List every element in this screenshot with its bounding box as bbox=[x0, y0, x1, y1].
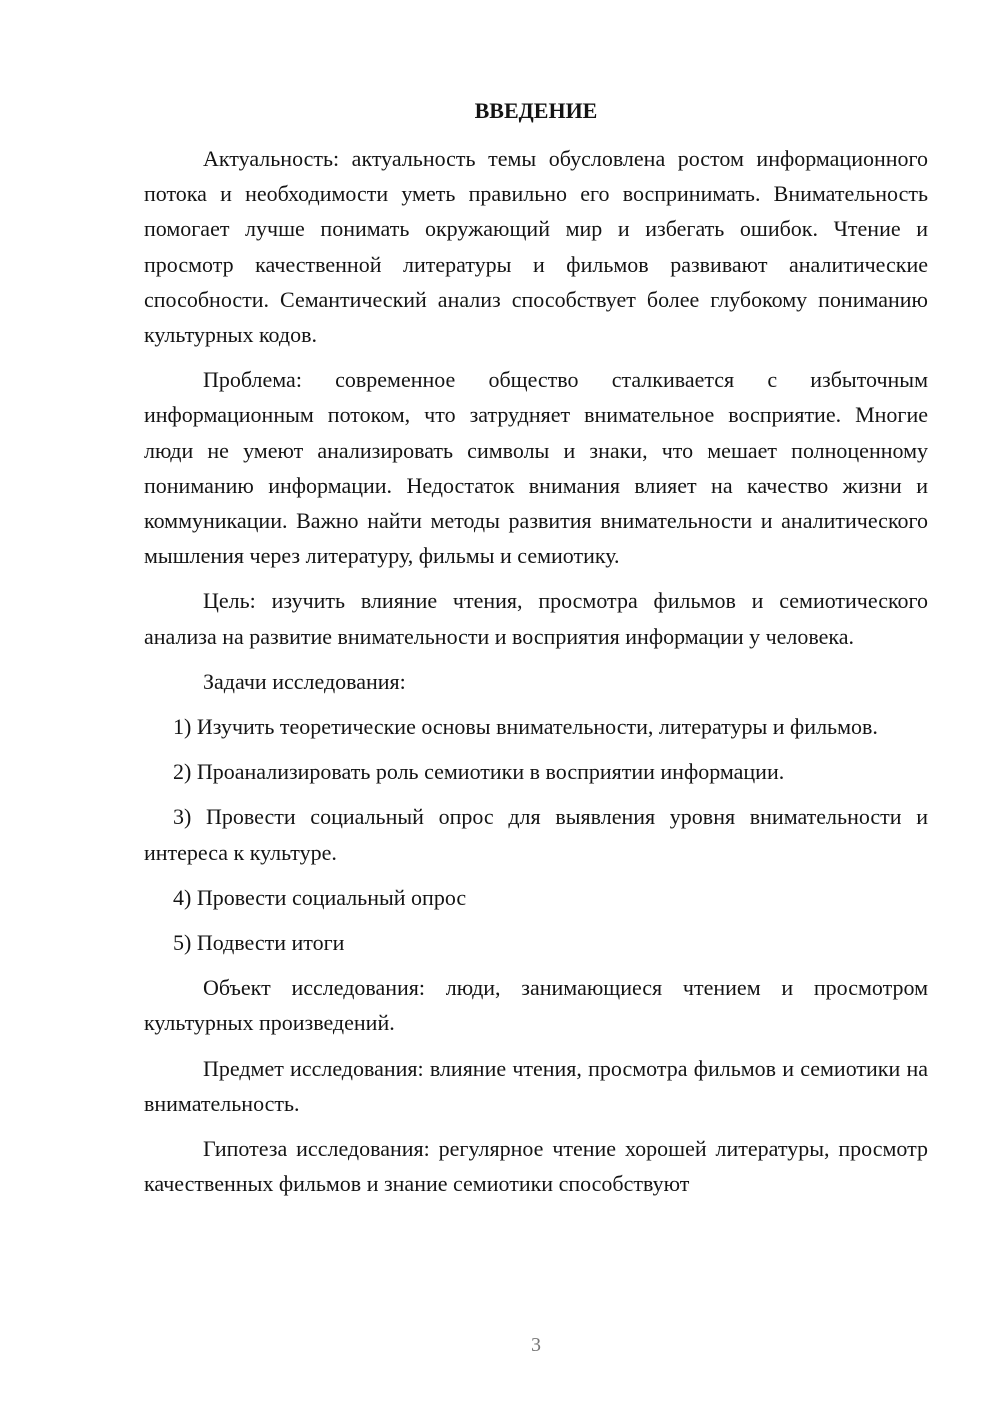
object-paragraph: Объект исследования: люди, занимающиеся чтением и просмотром культурных произведений. bbox=[144, 975, 928, 1036]
subject-paragraph: Предмет исследования: влияние чтения, просмотра фильмов и семиотики на внимательность. bbox=[144, 1055, 928, 1116]
task-item: 2) Проанализировать роль семиотики в восприятии информации. bbox=[173, 759, 785, 785]
page-number: 3 bbox=[531, 1334, 541, 1356]
task-item: 4) Провести социальный опрос bbox=[173, 884, 467, 910]
problem-paragraph: Проблема: современное общество сталкивается с избыточным информационным потоком, что затрудняет внимательное восприятие. Многие люди не умеют анализировать символы и знаки, что мешает полноценному пониманию информации. Недостаток внимания влияет на качество жизни и коммуникации. Важно найти методы развития внимательности и аналитического мышления через литературу, фильмы и семиотику. bbox=[144, 367, 928, 569]
hypothesis-paragraph: Гипотеза исследования: регулярное чтение хорошей литературы, просмотр качественных фильмов и знание семиотики способствуют bbox=[144, 1136, 928, 1197]
task-item: 5) Подвести итоги bbox=[173, 930, 345, 956]
task-item: 1) Изучить теоретические основы внимательности, литературы и фильмов. bbox=[173, 714, 878, 740]
relevance-paragraph: Актуальность: актуальность темы обусловлена ростом информационного потока и необходимости уметь правильно его воспринимать. Внимательность помогает лучше понимать окружающий мир и избегать ошибок. Чтение и просмотр качественной литературы и фильмов развивают аналитические способности. Семантический анализ способствует более глубокому пониманию культурных кодов. bbox=[144, 146, 928, 348]
document-body bbox=[144, 141, 928, 1211]
section-heading: ВВЕДЕНИЕ bbox=[474, 98, 598, 123]
goal-paragraph: Цель: изучить влияние чтения, просмотра фильмов и семиотического анализа на развитие внимательности и восприятия информации у человека. bbox=[144, 588, 928, 649]
tasks-heading: Задачи исследования: bbox=[203, 668, 406, 694]
task-item: 3) Провести социальный опрос для выявления уровня внимательности и интереса к культуре. bbox=[144, 804, 928, 865]
